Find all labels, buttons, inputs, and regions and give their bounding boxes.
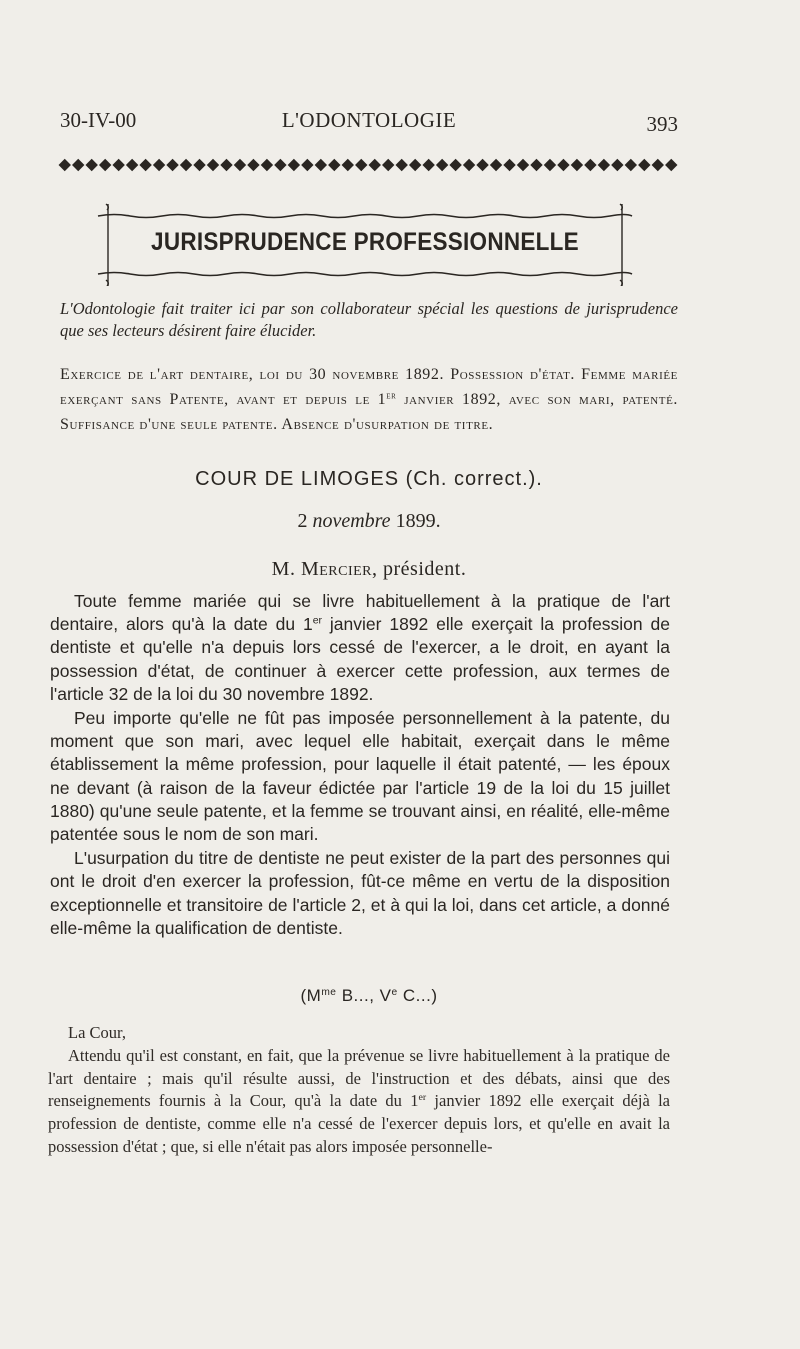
diamond-ornament xyxy=(112,159,124,171)
diamond-ornament xyxy=(234,159,246,171)
diamond-ornament xyxy=(611,159,623,171)
diamond-ornament xyxy=(409,159,421,171)
headnote-body xyxy=(50,590,670,940)
diamond-ornament xyxy=(665,159,677,171)
diamond-ornament xyxy=(584,159,596,171)
ordinal-sup: er xyxy=(386,390,397,402)
diamond-ornament xyxy=(180,159,192,171)
diamond-ornament xyxy=(274,159,286,171)
diamond-ornament xyxy=(288,159,300,171)
attendu-a: Attendu qu'il est constant, en fait, que la prévenue se livre habituellement à la pratique de l'art dentaire ; mais qu'il résulte aussi, de l'instruction et des débats, ainsi que des renseignements fournis à la Cour, qu'à la date du 1 xyxy=(48,1045,670,1111)
parties-close: C...) xyxy=(397,986,438,1005)
court-name: COUR DE LIMOGES (Ch. correct.). xyxy=(195,468,543,490)
attendu-b: janvier 1892 elle exerçait déjà la profession de dentiste, comme elle n'a cessé de l'exercer depuis lors, et qu'elle en avait la possession d'état ; que, si elle n'était pas alors imposée personnelle- xyxy=(48,1091,670,1156)
issue-date: 30-IV-00 xyxy=(60,108,137,132)
section-title-frame xyxy=(94,196,636,286)
date-year: 1899. xyxy=(395,510,441,532)
diamond-ornament xyxy=(99,159,111,171)
headnote-paragraph-1 xyxy=(50,590,670,706)
headnote-paragraph-1-b: janvier 1892 elle exerçait la profession de dentiste et qu'elle n'a depuis lors cessé de l'exercer, a le droit, en ayant la possession d'état, de continuer à exercer cette profession, aux termes de l'article 32 de la loi du 30 novembre 1892. xyxy=(50,614,670,704)
diamond-ornament xyxy=(436,159,448,171)
diamond-ornament-row xyxy=(58,155,678,175)
judgment-body xyxy=(48,1022,670,1159)
diamond-ornament xyxy=(166,159,178,171)
diamond-ornament xyxy=(153,159,165,171)
diamond-ornament xyxy=(625,159,637,171)
diamond-ornament xyxy=(59,159,71,171)
parties-mid: B..., V xyxy=(336,986,392,1005)
diamond-ornament xyxy=(598,159,610,171)
date-day: 2 xyxy=(297,510,308,532)
section-title: JURISPRUDENCE PROFESSIONNELLE xyxy=(151,228,579,256)
case-summary-part1: Exercice de l'art dentaire, loi du 30 novembre 1892. Possession d'état. Femme mariée exerçant sans Patente, avant et depuis le 1 xyxy=(60,366,678,408)
diamond-ornament xyxy=(315,159,327,171)
diamond-ornament xyxy=(247,159,259,171)
diamond-ornament xyxy=(449,159,461,171)
headnote-paragraph-2: Peu importe qu'elle ne fût pas imposée personnellement à la patente, du moment que son mari, avec lequel elle habitait, exerçait dans le même établissement la même profession, pour laquelle il était patenté, — les époux ne devant (à raison de la faveur édictée par l'article 19 de la loi du 15 juillet 1880) qu'une seule patente, et la femme se trouvant ainsi, en réalité, elle-même patentée sous le nom de son mari. xyxy=(50,708,670,845)
date-month: novembre xyxy=(312,510,391,532)
ordinal-sup: er xyxy=(418,1092,427,1104)
diamond-ornament xyxy=(355,159,367,171)
president-name: Mercier xyxy=(300,558,373,580)
case-summary xyxy=(60,362,678,437)
diamond-ornament xyxy=(503,159,515,171)
diamond-ornament xyxy=(193,159,205,171)
case-summary-part2: janvier 1892, avec son mari, patenté. Suffisance d'une seule patente. Absence d'usurpation de titre. xyxy=(60,391,678,433)
running-header xyxy=(60,108,678,138)
headnote-paragraph-3: L'usurpation du titre de dentiste ne peut exister de la part des personnes qui ont le droit d'en exercer la profession, fût-ce même en vertu de la disposition exceptionnelle et transitoire de l'article 2, et à qui la loi, dans cet article, a donné elle-même la qualification de dentiste. xyxy=(50,848,670,938)
attendu-paragraph xyxy=(48,1045,670,1159)
diamond-ornament xyxy=(544,159,556,171)
diamond-ornament xyxy=(72,159,84,171)
diamond-ornament xyxy=(126,159,138,171)
diamond-ornament xyxy=(328,159,340,171)
headnote-paragraph-1-a: Toute femme mariée qui se livre habituellement à la pratique de l'art dentaire, alors qu'à la date du 1 xyxy=(50,591,670,635)
diamond-ornament xyxy=(638,159,650,171)
diamond-ornament xyxy=(207,159,219,171)
diamond-ornament xyxy=(490,159,502,171)
diamond-ornament xyxy=(395,159,407,171)
judgment-date xyxy=(60,510,678,533)
president-suffix: , président. xyxy=(372,558,467,580)
diamond-ornament xyxy=(369,159,381,171)
diamond-ornament xyxy=(557,159,569,171)
journal-title: L'ODONTOLOGIE xyxy=(281,108,457,132)
parties-sup-1: me xyxy=(321,986,337,998)
diamond-ornament xyxy=(652,159,664,171)
diamond-ornament xyxy=(476,159,488,171)
ordinal-sup: er xyxy=(312,614,323,627)
diamond-ornament xyxy=(261,159,273,171)
parties-open: (M xyxy=(300,986,322,1005)
diamond-ornament xyxy=(382,159,394,171)
president-prefix: M. xyxy=(271,558,301,580)
diamond-ornament xyxy=(422,159,434,171)
diamond-ornament xyxy=(301,159,313,171)
diamond-ornament xyxy=(571,159,583,171)
diamond-ornament xyxy=(220,159,232,171)
diamond-ornament xyxy=(139,159,151,171)
diamond-ornament xyxy=(85,159,97,171)
la-cour: La Cour, xyxy=(68,1023,126,1042)
page-number: 393 xyxy=(646,112,678,136)
intro-note: L'Odontologie fait traiter ici par son collaborateur spécial les questions de jurisprudence que ses lecteurs désirent faire élucider. xyxy=(60,299,678,340)
parties-line xyxy=(60,986,678,1006)
president-line xyxy=(60,558,678,581)
diamond-ornament xyxy=(463,159,475,171)
diamond-ornament xyxy=(517,159,529,171)
diamond-ornament xyxy=(342,159,354,171)
parties-sup-2: e xyxy=(391,986,398,998)
diamond-ornament xyxy=(530,159,542,171)
